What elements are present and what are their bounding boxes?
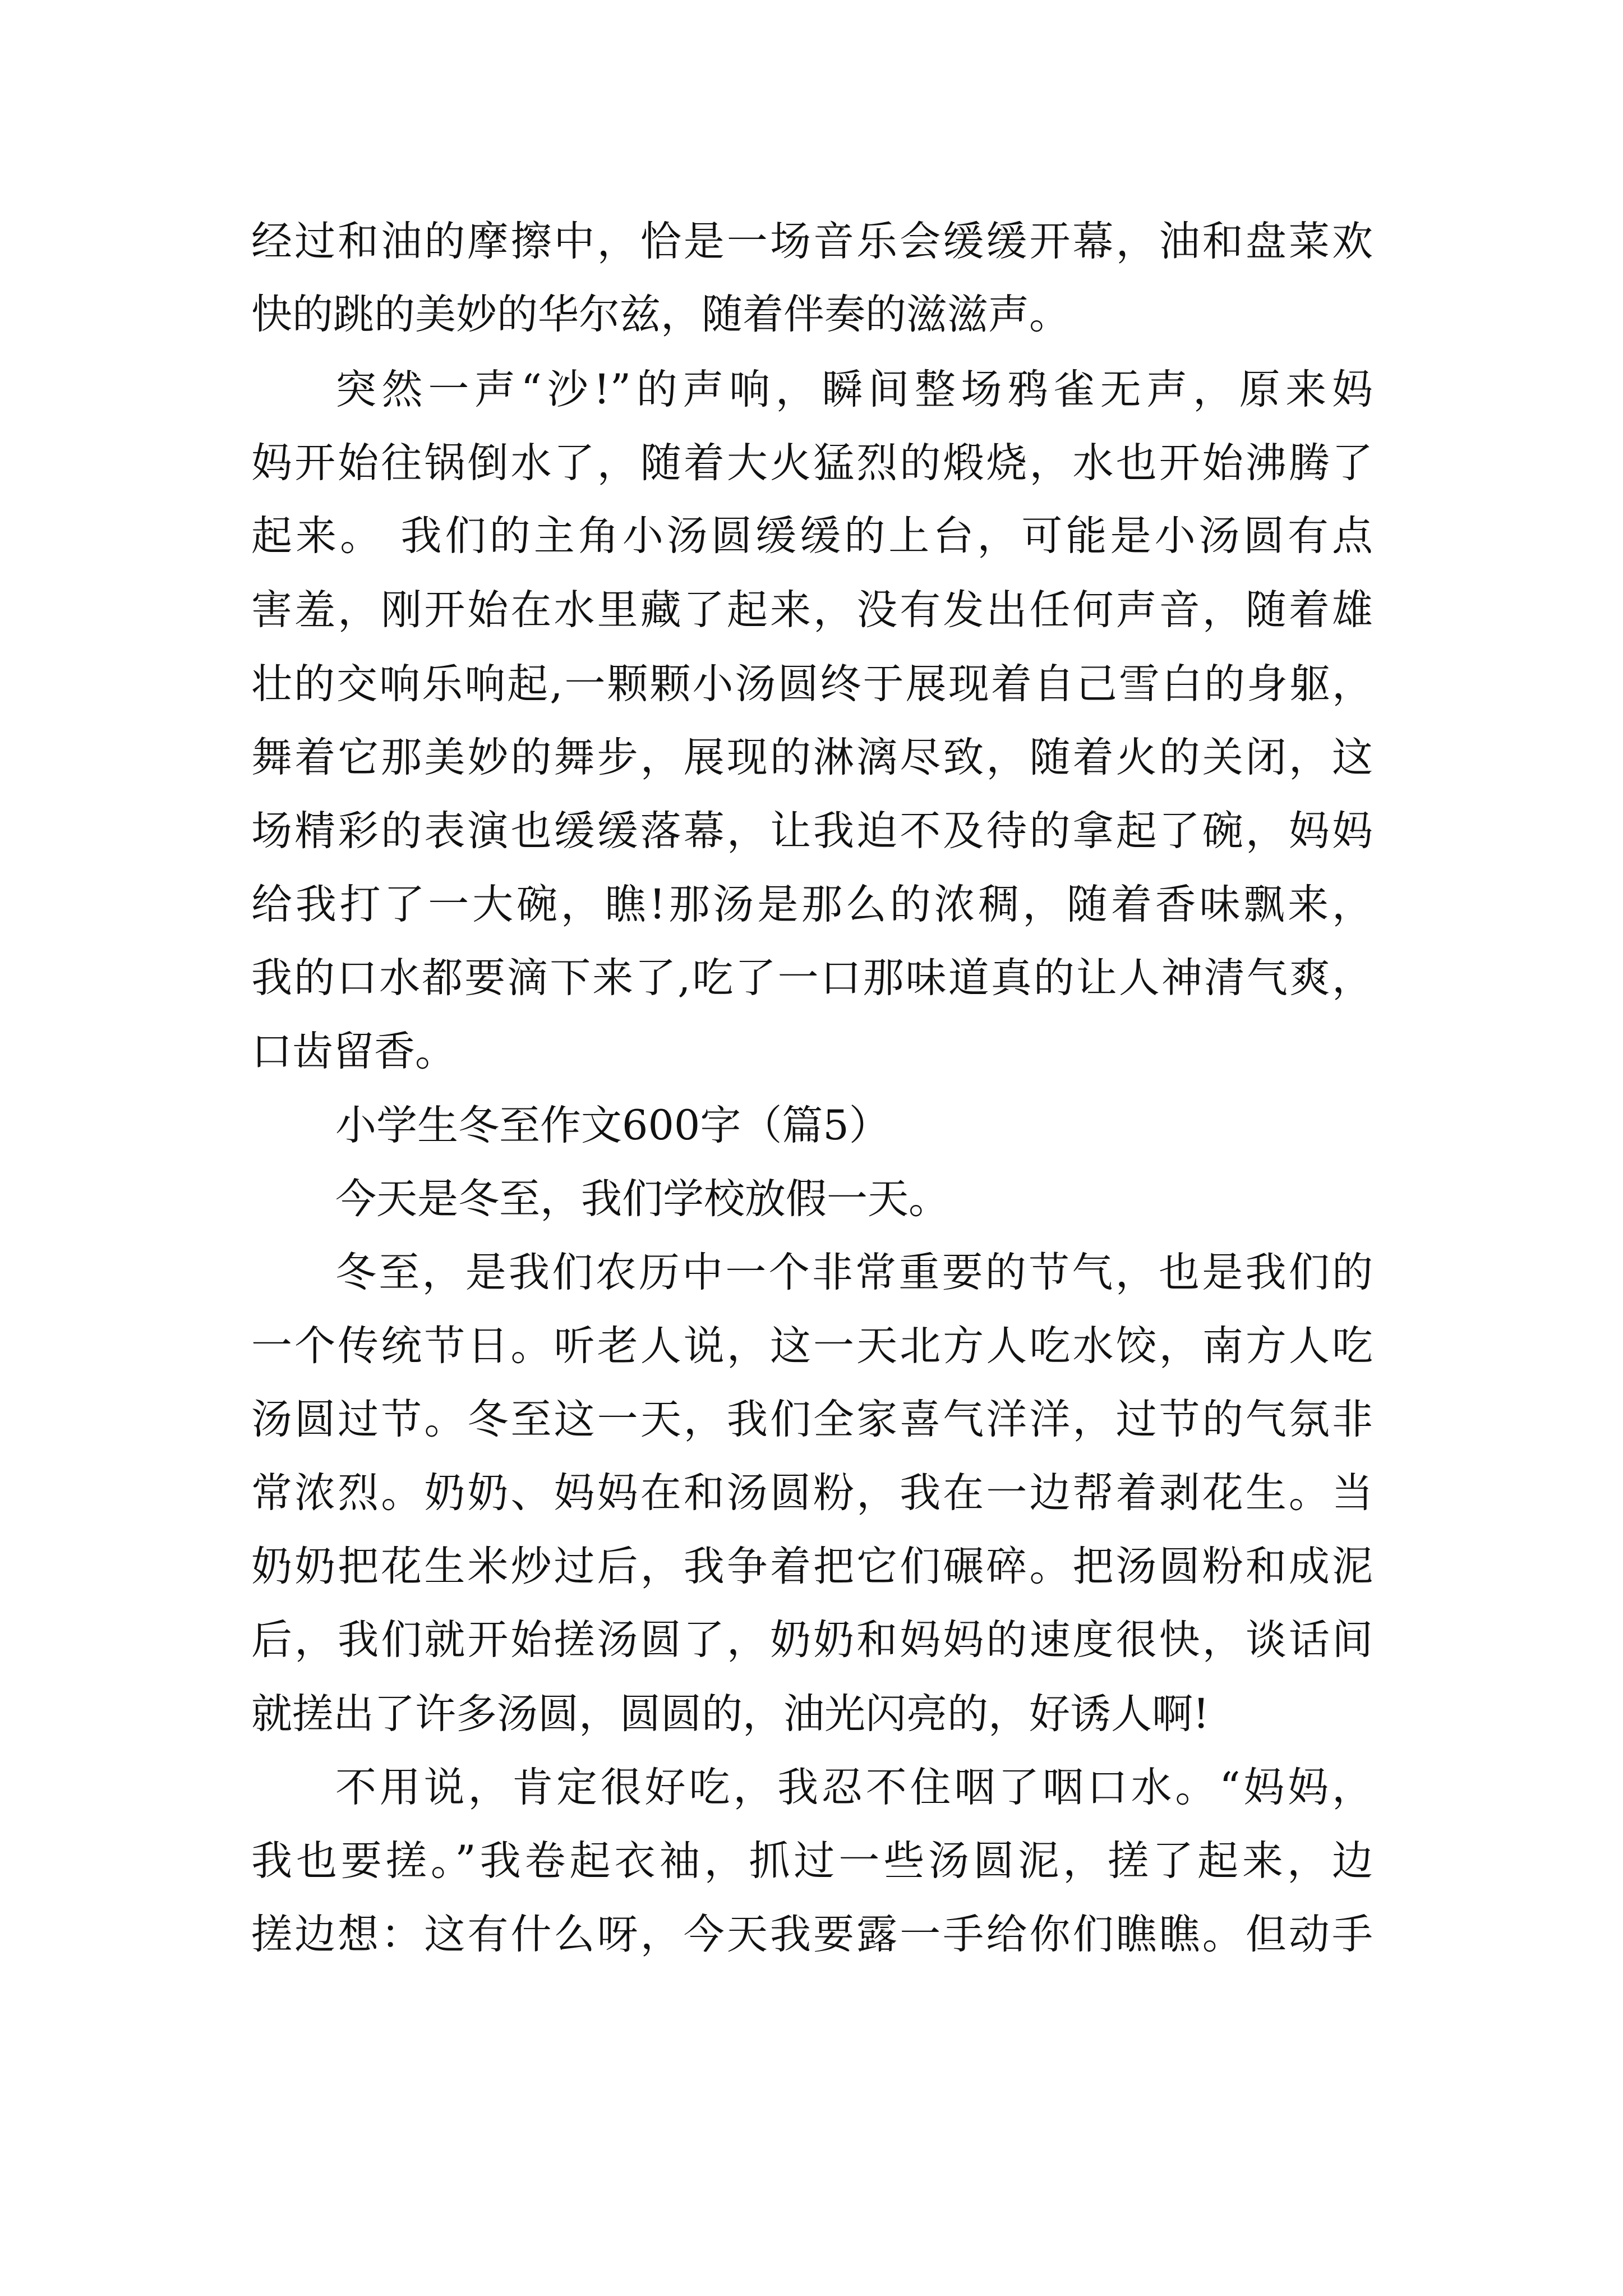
text-line: 汤圆过节。冬至这一天，我们全家喜气洋洋，过节的气氛非 — [251, 1396, 1373, 1443]
text-line: 妈开始往锅倒水了，随着大火猛烈的煅烧，水也开始沸腾了 — [251, 439, 1373, 487]
text-line: 搓边想：这有什么呀，今天我要露一手给你们瞧瞧。但动手 — [251, 1911, 1373, 1958]
paragraph-start-line: 今天是冬至，我们学校放假一天。 — [335, 1175, 949, 1223]
text-line: 快的跳的美妙的华尔兹，随着伴奏的滋滋声。 — [251, 291, 1070, 338]
text-line: 场精彩的表演也缓缓落幕，让我迫不及待的拿起了碗，妈妈 — [251, 807, 1373, 855]
text-line: 给我打了一大碗，瞧!那汤是那么的浓稠，随着香味飘来， — [251, 881, 1373, 928]
text-line: 舞着它那美妙的舞步，展现的淋漓尽致，随着火的关闭，这 — [251, 734, 1373, 781]
text-line: 就搓出了许多汤圆，圆圆的，油光闪亮的，好诱人啊! — [251, 1690, 1210, 1738]
text-line: 一个传统节日。听老人说，这一天北方人吃水饺，南方人吃 — [251, 1322, 1373, 1370]
text-line: 经过和油的摩擦中，恰是一场音乐会缓缓开幕，油和盘菜欢 — [251, 218, 1373, 265]
text-line: 壮的交响乐响起,一颗颗小汤圆终于展现着自己雪白的身躯， — [251, 660, 1373, 708]
section-heading: 小学生冬至作文600字（篇5） — [335, 1102, 890, 1149]
text-line: 奶奶把花生米炒过后，我争着把它们碾碎。把汤圆粉和成泥 — [251, 1543, 1373, 1590]
text-line: 常浓烈。奶奶、妈妈在和汤圆粉，我在一边帮着剥花生。当 — [251, 1469, 1373, 1517]
text-line: 起来。 我们的主角小汤圆缓缓的上台，可能是小汤圆有点 — [251, 512, 1373, 560]
text-line: 我的口水都要滴下来了,吃了一口那味道真的让人神清气爽， — [251, 954, 1373, 1002]
text-line: 我也要搓。”我卷起衣袖，抓过一些汤圆泥，搓了起来，边 — [251, 1837, 1373, 1885]
paragraph-start-line: 不用说，肯定很好吃，我忍不住咽了咽口水。“妈妈， — [335, 1764, 1373, 1811]
paragraph-start-line: 突然一声“沙!”的声响，瞬间整场鸦雀无声，原来妈 — [335, 366, 1373, 413]
text-line: 口齿留香。 — [251, 1028, 456, 1075]
text-line: 后，我们就开始搓汤圆了，奶奶和妈妈的速度很快，谈话间 — [251, 1616, 1373, 1664]
text-line: 害羞，刚开始在水里藏了起来，没有发出任何声音，随着雄 — [251, 586, 1373, 634]
paragraph-start-line: 冬至，是我们农历中一个非常重要的节气，也是我们的 — [335, 1249, 1373, 1296]
